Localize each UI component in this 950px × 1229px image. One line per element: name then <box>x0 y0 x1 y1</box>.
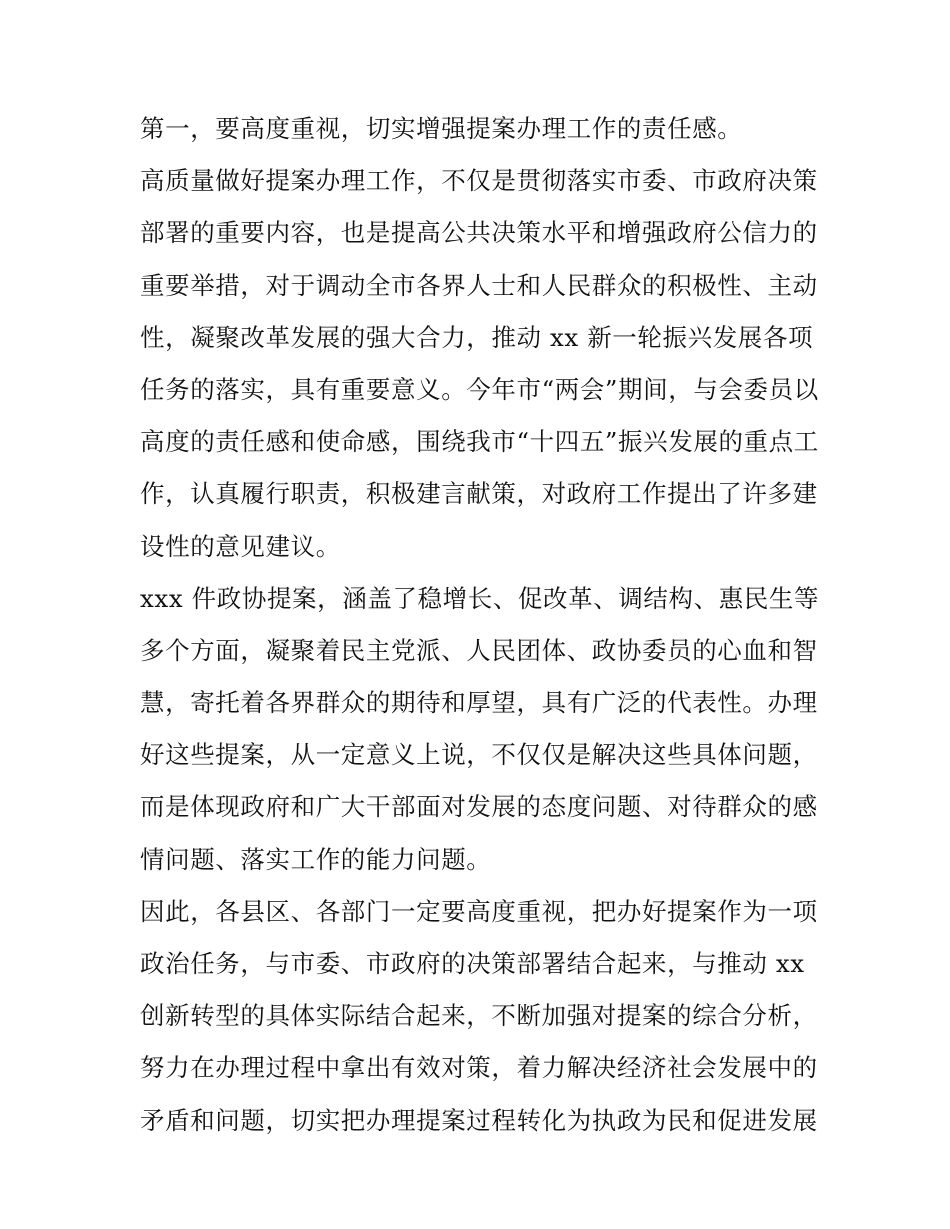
text-line: 创新转型的具体实际结合起来，不断加强对提案的综合分析， <box>140 1001 818 1031</box>
text-line: 部署的重要内容，也是提高公共决策水平和增强政府公信力的 <box>140 218 818 248</box>
text-line: 重要举措，对于调动全市各界人士和人民群众的积极性、主动 <box>140 270 818 300</box>
text-line: 多个方面，凝聚着民主党派、人民团体、政协委员的心血和智 <box>140 635 818 665</box>
text-line: 努力在办理过程中拿出有效对策，着力解决经济社会发展中的 <box>140 1053 818 1083</box>
text-line: 慧，寄托着各界群众的期待和厚望，具有广泛的代表性。办理 <box>140 688 818 718</box>
text-line: 矛盾和问题，切实把办理提案过程转化为执政为民和促进发展 <box>140 1105 818 1135</box>
text-line: 情问题、落实工作的能力问题。 <box>140 844 492 874</box>
text-line: 性，凝聚改革发展的强大合力，推动 xx 新一轮振兴发展各项 <box>140 322 814 352</box>
text-line: 而是体现政府和广大干部面对发展的态度问题、对待群众的感 <box>140 792 818 822</box>
document-body <box>140 103 820 1147</box>
text-line: 任务的落实，具有重要意义。今年市“两会”期间，与会委员以 <box>140 374 819 404</box>
text-line: xxx 件政协提案，涵盖了稳增长、促改革、调结构、惠民生等 <box>140 583 820 613</box>
text-line: 作，认真履行职责，积极建言献策，对政府工作提出了许多建 <box>140 479 818 509</box>
text-line: 政治任务，与市委、市政府的决策部署结合起来，与推动 xx <box>140 949 805 978</box>
text-line: 高度的责任感和使命感，围绕我市“十四五”振兴发展的重点工 <box>140 427 819 457</box>
text-line: 高质量做好提案办理工作，不仅是贯彻落实市委、市政府决策 <box>140 166 818 196</box>
text-line: 好这些提案，从一定意义上说，不仅仅是解决这些具体问题， <box>140 740 818 770</box>
text-line: 因此，各县区、各部门一定要高度重视，把办好提案作为一项 <box>140 896 818 926</box>
text-line: 第一，要高度重视，切实增强提案办理工作的责任感。 <box>140 114 743 143</box>
text-line: 设性的意见建议。 <box>140 531 341 561</box>
